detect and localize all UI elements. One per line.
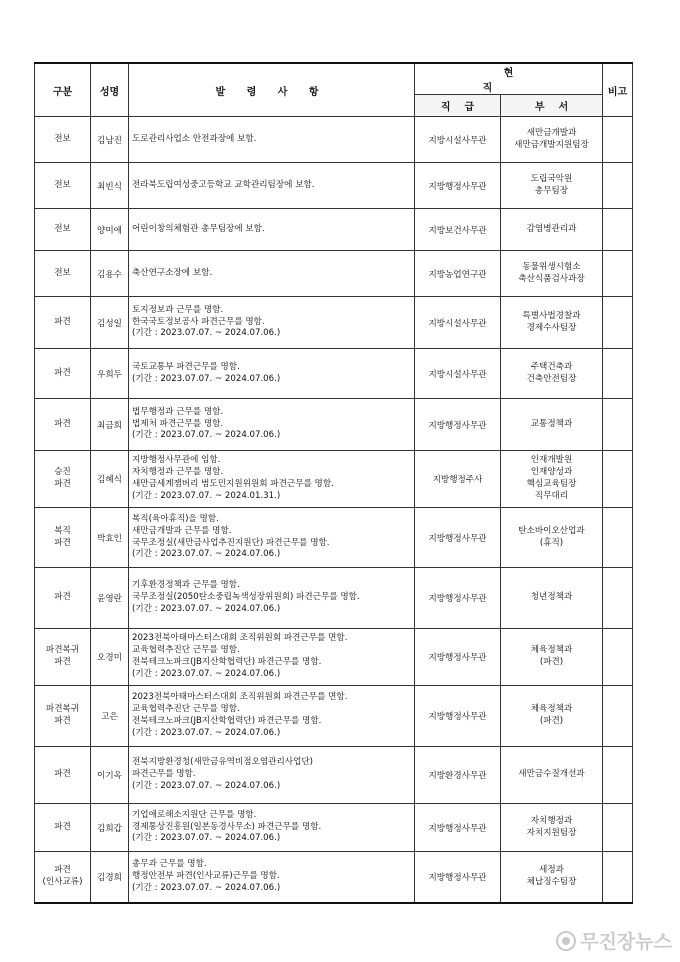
appointment-details-cell [129,804,415,852]
table-row [35,629,633,686]
department-cell-line: 경제수사팀장 [526,322,577,333]
name-cell: 고은 [91,686,129,747]
appointment-details-cell-line: 교육협력추진단 근무를 명함. [132,645,240,656]
appointment-details-cell-line: 축산연구소장에 보함. [132,267,213,278]
remarks-cell [603,852,633,903]
remarks-cell [603,117,633,163]
name-cell: 윤영란 [91,568,129,629]
appointment-details-cell [129,117,415,163]
watermark [556,927,672,954]
name-cell: 최빈식 [91,163,129,209]
rank-cell: 지방행정사무관 [415,629,501,686]
rank-cell: 지방농업연구관 [415,251,501,297]
header-department: 부서 [501,95,603,117]
table-row [35,117,633,163]
remarks-cell [603,568,633,629]
department-cell-line: 건축안전팀장 [526,373,577,384]
remarks-cell [603,163,633,209]
appointment-details-cell-line: 전북테크노파크(JB지산학협력단) 파견근무를 명함. [132,657,322,667]
appointment-details-cell-line: 총무과 근무를 명함. [132,858,207,869]
name-cell: 김경희 [91,852,129,903]
watermark-text: 무진장뉴스 [580,931,672,953]
category-cell [35,686,91,747]
department-cell-line: 체육정책과 [530,645,573,656]
department-cell-line: 새만금개발과 [526,127,577,138]
category-cell [35,297,91,349]
press-logo-icon [556,931,576,951]
category-cell-line: 파견 [54,418,71,429]
personnel-appointment-table [34,62,633,904]
remarks-cell [603,297,633,349]
department-cell-line: (휴직) [539,537,564,548]
department-cell-line: 체납징수팀장 [526,876,577,887]
department-cell-line: 총무팀장 [534,185,569,196]
appointment-details-cell-line: (기간 : 2023.07.07. ~ 2024.07.06.) [132,549,281,560]
department-cell-line: 인재양성과 [530,467,573,478]
appointment-details-cell-line: (기간 : 2023.07.07. ~ 2024.07.06.) [132,668,281,679]
appointment-details-cell-line: 자치행정과 근무를 명함. [132,467,224,478]
remarks-cell [603,686,633,747]
name-cell: 김성일 [91,297,129,349]
department-cell-line: (파견) [539,716,564,726]
category-cell-line: 승진 [54,467,71,478]
category-cell-line: 파견 [54,367,71,378]
category-cell [35,568,91,629]
header-current-position: 현 직 [415,63,603,95]
appointment-details-cell-line: (기간 : 2023.07.07. ~ 2024.07.06.) [132,882,281,893]
appointment-details-cell-line: 2023전북아태마스터스대회 조직위원회 파견근무를 면함. [132,692,348,703]
category-cell-line: 파견복귀 [45,645,80,656]
category-cell-line: 전보 [54,223,71,234]
appointment-details-cell [129,349,415,399]
department-cell [501,117,603,163]
category-cell-line: 파견 [54,657,71,667]
appointment-details-cell-line: 어린이창의체험관 총무팀장에 보함. [132,223,265,234]
appointment-details-cell [129,399,415,451]
department-cell-line: 새만금개발지원팀장 [514,139,589,150]
category-cell [35,209,91,251]
rank-cell: 지방행정주사 [415,451,501,508]
category-cell [35,163,91,209]
category-cell-line: 파견 [54,716,71,726]
appointment-details-cell-line: (기간 : 2023.07.07. ~ 2024.07.06.) [132,430,281,441]
name-cell: 최금희 [91,399,129,451]
table-row [35,297,633,349]
rank-cell: 지방행정사무관 [415,163,501,209]
category-cell [35,117,91,163]
department-cell-line: 인재개발원 [530,455,573,466]
table-row [35,852,633,903]
header-appointment: 발 령 사 항 [129,63,415,117]
table-row [35,686,633,747]
appointment-details-cell-line: 새만금세계잼버리 범도민지원위원회 파견근무를 명함. [132,479,334,489]
header-remarks: 비고 [603,63,633,117]
appointment-details-cell-line: (기간 : 2023.07.07. ~ 2024.07.06.) [132,603,281,614]
remarks-cell [603,747,633,804]
department-cell-line: 특별사법경찰과 [522,310,581,321]
rank-cell: 지방환경사무관 [415,747,501,804]
appointment-details-cell [129,568,415,629]
department-cell-line: 새만금수질개선과 [518,769,585,780]
table-row [35,251,633,297]
category-cell-line: 파견 [54,769,71,780]
appointment-details-cell [129,297,415,349]
appointment-details-cell-line: (기간 : 2023.07.07. ~ 2024.07.06.) [132,833,281,844]
remarks-cell [603,209,633,251]
department-cell-line: 직무대리 [534,490,569,501]
appointment-details-cell-line: (기간 : 2023.07.07. ~ 2024.01.31.) [132,490,281,501]
appointment-details-cell [129,163,415,209]
rank-cell: 지방시설사무관 [415,297,501,349]
department-cell-line: 주택건축과 [530,361,573,372]
category-cell-line: 파견 [54,479,71,489]
table-row [35,804,633,852]
category-cell [35,747,91,804]
category-cell-line: 파견 [54,592,71,603]
category-cell-line: (인사교류) [42,876,83,887]
rank-cell: 지방보건사무관 [415,209,501,251]
name-cell: 우희두 [91,349,129,399]
department-cell [501,399,603,451]
department-cell [501,568,603,629]
appointment-details-cell-line: 법제처 파견근무를 명함. [132,418,224,429]
remarks-cell [603,349,633,399]
appointment-details-cell [129,251,415,297]
name-cell: 오경미 [91,629,129,686]
category-cell-line: 전보 [54,133,71,144]
department-cell-line: 동물위생시험소 [522,261,581,272]
table-row [35,349,633,399]
rank-cell: 지방행정사무관 [415,686,501,747]
appointment-details-cell [129,852,415,903]
department-cell-line: 감염병관리과 [526,223,577,234]
category-cell-line: 파견복귀 [45,704,80,715]
department-cell-line: 체육정책과 [530,704,573,715]
appointment-details-cell-line: 국무조정실(새만금사업추진지원단) 파견근무를 명함. [132,537,330,548]
category-cell-line: 복직 [54,525,71,536]
appointment-details-cell [129,209,415,251]
table-row [35,163,633,209]
category-cell [35,508,91,568]
department-cell-line: 교통정책과 [530,418,573,429]
appointment-details-cell-line: 전라북도립여성중고등학교 교학관리팀장에 보함. [132,179,315,190]
name-cell: 김혜식 [91,451,129,508]
category-cell-line: 전보 [54,267,71,278]
category-cell-line: 파견 [54,821,71,832]
appointment-details-cell-line: (기간 : 2023.07.07. ~ 2024.07.06.) [132,373,281,384]
appointment-details-cell-line: 파견근무를 명함. [132,769,196,780]
category-cell-line: 파견 [54,864,71,875]
category-cell [35,349,91,399]
department-cell [501,251,603,297]
remarks-cell [603,451,633,508]
name-cell: 김용수 [91,251,129,297]
department-cell [501,852,603,903]
category-cell-line: 파견 [54,316,71,327]
department-cell-line: 도립국악원 [530,173,573,184]
table-row [35,399,633,451]
name-cell: 박효인 [91,508,129,568]
category-cell [35,251,91,297]
appointment-details-cell-line: 토지정보과 근무를 명함. [132,304,224,315]
appointment-details-cell-line: 복직(육아휴직)을 명함. [132,513,219,524]
department-cell [501,804,603,852]
department-cell [501,508,603,568]
appointment-details-cell-line: 지방행정사무관에 임함. [132,455,221,466]
department-cell-line: 자치행정과 [530,815,573,826]
rank-cell: 지방행정사무관 [415,508,501,568]
table-row [35,508,633,568]
rank-cell: 지방행정사무관 [415,852,501,903]
category-cell [35,852,91,903]
table-row [35,568,633,629]
appointment-details-cell-line: 기업애로해소지원단 근무를 명함. [132,809,257,820]
appointment-details-cell-line: 경제통상진흥원(일본동경사무소) 파견근무를 명함. [132,821,322,832]
appointment-details-cell [129,686,415,747]
department-cell [501,686,603,747]
rank-cell: 지방행정사무관 [415,399,501,451]
rank-cell: 지방시설사무관 [415,349,501,399]
department-cell-line: 세정과 [539,864,564,875]
appointment-details-cell-line: 법무행정과 근무를 명함. [132,406,224,417]
appointment-details-cell [129,451,415,508]
department-cell [501,209,603,251]
department-cell [501,349,603,399]
appointment-details-cell-line: 전북테크노파크(JB지산학협력단) 파견근무를 명함. [132,716,322,726]
appointment-details-cell [129,747,415,804]
appointment-details-cell-line: 기후환경정책과 근무를 명함. [132,580,240,591]
appointment-details-cell-line: (기간 : 2023.07.07. ~ 2024.07.06.) [132,780,281,791]
department-cell-line: 청년정책과 [530,592,573,603]
department-cell-line: 탄소바이오산업과 [518,525,585,536]
department-cell [501,629,603,686]
remarks-cell [603,251,633,297]
remarks-cell [603,508,633,568]
appointment-details-cell-line: 2023전북아태마스터스대회 조직위원회 파견근무를 면함. [132,633,348,644]
category-cell [35,399,91,451]
appointment-details-cell-line: 행정안전부 파견(인사교류)근무를 명함. [132,870,280,881]
remarks-cell [603,399,633,451]
category-cell [35,451,91,508]
appointment-details-cell-line: 새만금개발과 근무를 명함. [132,525,232,536]
appointment-details-cell-line: 국토교통부 파견근무를 명함. [132,361,240,372]
department-cell-line: 축산식품검사과장 [518,273,585,284]
appointment-details-cell-line: 국무조정실(2050탄소중립녹색성장위원회) 파견근무를 명함. [132,592,360,603]
rank-cell: 지방행정사무관 [415,804,501,852]
table-row [35,747,633,804]
category-cell [35,804,91,852]
rank-cell: 지방행정사무관 [415,568,501,629]
header-category: 구분 [35,63,91,117]
category-cell-line: 전보 [54,179,71,190]
appointment-details-cell-line: 한국국토정보공사 파견근무를 명함. [132,316,265,327]
department-cell [501,297,603,349]
category-cell-line: 파견 [54,537,71,548]
header-name: 성명 [91,63,129,117]
appointment-details-cell-line: 교육협력추진단 근무를 명함. [132,704,240,715]
name-cell: 김남진 [91,117,129,163]
table-row [35,451,633,508]
appointment-details-cell-line: (기간 : 2023.07.07. ~ 2024.07.06.) [132,727,281,738]
table-body [35,117,633,903]
name-cell: 김희갑 [91,804,129,852]
table-row [35,209,633,251]
remarks-cell [603,804,633,852]
department-cell [501,451,603,508]
name-cell: 양미애 [91,209,129,251]
appointment-details-cell [129,629,415,686]
department-cell-line: 핵심교육팀장 [526,479,577,489]
appointment-details-cell-line: 전북지방환경청(새만금유역비점오염관리사업단) [132,757,314,768]
category-cell [35,629,91,686]
department-cell [501,163,603,209]
name-cell: 이기옥 [91,747,129,804]
appointment-details-cell-line: 도로관리사업소 안전과장에 보함. [132,133,257,144]
header-rank: 직급 [415,95,501,117]
department-cell [501,747,603,804]
department-cell-line: (파견) [539,657,564,667]
rank-cell: 지방시설사무관 [415,117,501,163]
department-cell-line: 자치지원팀장 [526,827,577,838]
appointment-details-cell-line: (기간 : 2023.07.07. ~ 2024.07.06.) [132,328,281,339]
remarks-cell [603,629,633,686]
appointment-details-cell [129,508,415,568]
